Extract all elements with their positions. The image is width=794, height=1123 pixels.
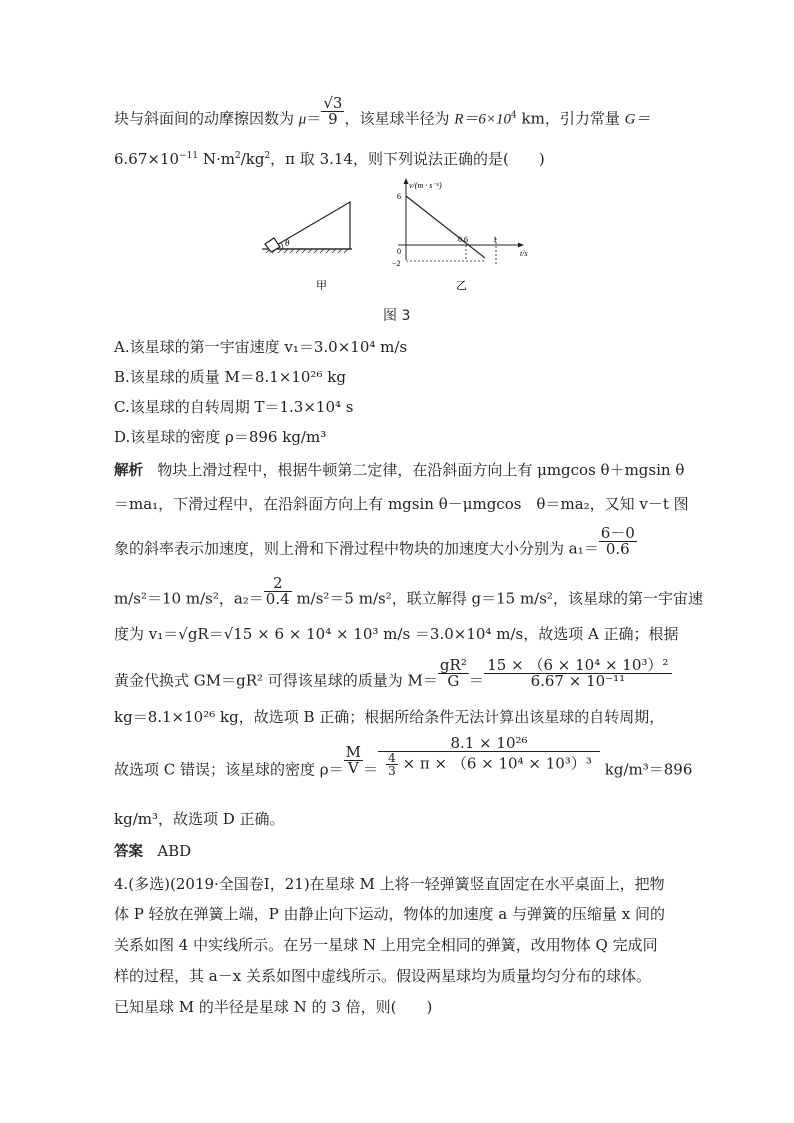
v-axis-label: v/(m · s⁻¹) bbox=[409, 181, 442, 190]
solution-line-1: 解析 物块上滑过程中，根据牛顿第二定律，在沿斜面方向上有 μmgcos θ＋mgsin θ bbox=[114, 461, 685, 479]
block bbox=[265, 238, 280, 252]
solution-line-2: ＝ma₁，下滑过程中，在沿斜面方向上有 mgsin θ－μmgcos θ＝ma₂，又知 v－t 图 bbox=[114, 495, 689, 513]
answer-value: ABD bbox=[157, 842, 192, 860]
option-a: A.该星球的第一宇宙速度 v₁＝3.0×10⁴ m/s bbox=[114, 338, 408, 356]
theta-label: θ bbox=[285, 238, 290, 248]
q4-line-1: 4.(多选)(2019·全国卷Ⅰ，21)在星球 M 上将一轻弹簧竖直固定在水平桌面上，把物 bbox=[114, 875, 665, 893]
mass-fraction-1: $\frac{\text{gR²}}{G}$ bbox=[439, 656, 467, 690]
tick-0: 0 bbox=[397, 247, 401, 256]
tick-0-6: 0.6 bbox=[458, 235, 468, 244]
a1-fraction: $\frac{6-0}{0.6}$ bbox=[600, 524, 635, 558]
mu-fraction: $\frac{√3}{9}$ bbox=[323, 94, 343, 128]
q4-line-4: 样的过程，其 a－x 关系如图中虚线所示。假设两星球均为质量均匀分布的球体。 bbox=[114, 967, 651, 985]
density-fraction-1: $\frac{M}{V}$ bbox=[345, 743, 361, 777]
solution-line-5: 度为 v₁＝√gR＝√15 × 6 × 10⁴ × 10³ m/s ＝3.0×10⁴ m/s，故选项 A 正确；根据 bbox=[114, 625, 679, 643]
q3-line-1: 块与斜面间的动摩擦因数为 μ＝ $\frac{√3}{9}$ ，该星球半径为 $R=6\times 10^4$ km，引力常量 G＝ bbox=[114, 94, 651, 128]
q4-line-2: 体 P 轻放在弹簧上端，P 由静止向下运动，物体的加速度 a 与弹簧的压缩量 x 间的 bbox=[114, 905, 665, 923]
figure-caption: 图 3 bbox=[383, 308, 411, 324]
solution-line-3: 象的斜率表示加速度，则上滑和下滑过程中物块的加速度大小分别为 a₁＝ $\frac{6-0}{0.6}$ bbox=[114, 524, 635, 558]
tick-minus-2: −2 bbox=[392, 259, 401, 268]
option-c: C.该星球的自转周期 T＝1.3×10⁴ s bbox=[114, 398, 354, 416]
mass-fraction-2: $\frac{\text{15 × （6 × 10⁴ × 10³）²}}{\text{6.67 × 10⁻¹¹}}$ bbox=[484, 658, 672, 689]
option-b: B.该星球的质量 M＝8.1×10²⁶ kg bbox=[114, 368, 346, 386]
solution-label: 解析 bbox=[114, 463, 143, 479]
solution-line-6: 黄金代换式 GM＝gR² 可得该星球的质量为 M＝ $\frac{\text{gR²}}{G}$ ＝ $\frac{\text{15 × （6 × 10⁴ × 10³）²}}{\text{6.67 × 10⁻¹¹}}$ bbox=[114, 666, 672, 697]
vt-graph bbox=[392, 178, 528, 292]
solution-line-9: kg/m³，故选项 D 正确。 bbox=[114, 810, 285, 828]
solution-line-4: m/s²＝10 m/s²，a₂＝ $\frac{2}{0.4}$ m/s²＝5 m/s²，联立解得 g＝15 m/s²，该星球的第一宇宙速 bbox=[114, 574, 703, 608]
figure-label-right: 乙 bbox=[456, 280, 467, 292]
q4-line-5: 已知星球 M 的半径是星球 N 的 3 倍，则( ) bbox=[114, 998, 433, 1016]
incline-diagram bbox=[262, 202, 352, 292]
density-fraction-2: 8.1 × 10²⁶ $\frac{4}{3}$ × π × （6 × 10⁴ × 10³）³ bbox=[378, 736, 600, 777]
answer-label: 答案 bbox=[114, 844, 143, 860]
solution-line-8: 故选项 C 错误；该星球的密度 ρ＝ $\frac{M}{V}$ ＝ 8.1 × 10²⁶ $\frac{4}{3}$ × π × （6 × 10⁴ × 10³）³ kg/m³＝896 bbox=[114, 734, 693, 779]
a2-fraction: $\frac{2}{0.4}$ bbox=[265, 574, 290, 608]
q4-line-3: 关系如图 4 中实线所示。在另一星球 N 上用完全相同的弹簧，改用物体 Q 完成同 bbox=[114, 936, 658, 954]
figure-label-left: 甲 bbox=[316, 280, 327, 292]
tick-6: 6 bbox=[397, 192, 401, 201]
t-axis-label: t/s bbox=[520, 249, 528, 258]
answer-line bbox=[114, 844, 191, 860]
tick-1: 1 bbox=[493, 235, 497, 244]
q3-line-2: $6.67\times 10^{-11}$ $N\cdot m^2/kg^2$，π 取 3.14，则下列说法正确的是( ) bbox=[114, 150, 545, 168]
option-d: D.该星球的密度 ρ＝896 kg/m³ bbox=[114, 428, 327, 446]
solution-line-7: kg＝8.1×10²⁶ kg，故选项 B 正确；根据所给条件无法计算出该星球的自转周期， bbox=[114, 708, 665, 726]
figure-3 bbox=[0, 172, 794, 312]
